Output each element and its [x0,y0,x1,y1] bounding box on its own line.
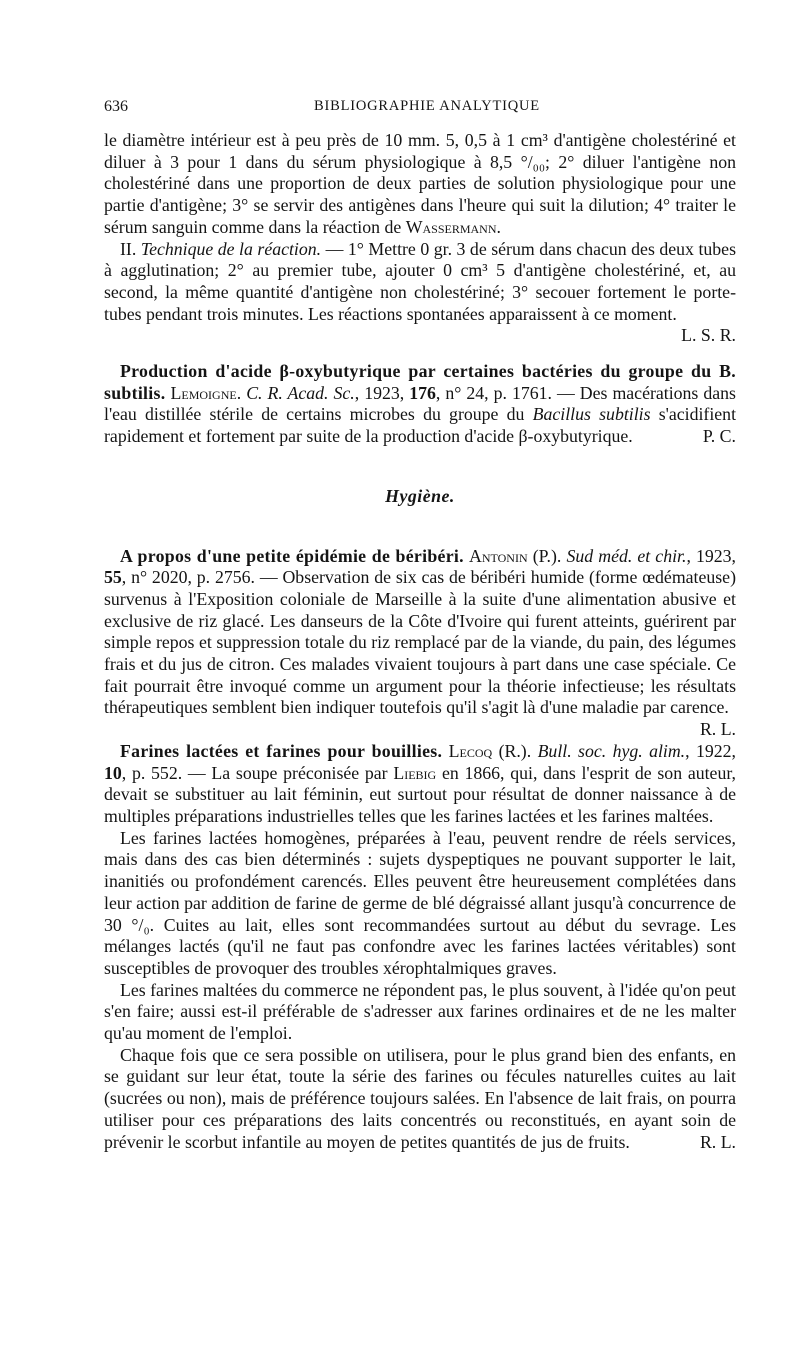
section-heading-hygiene: Hygiène. [385,485,455,506]
article-text: Observation de six cas de béribéri humide (forme œdémateuse) survenus à l'Exposition coloniale de Marseille à la suite d'une alimentation abusive et exclusive de riz glacé. Les danseurs de la Côte d'Ivoire qui furent atteints, guérirent par simple repos et suppression totale du riz remplacé par de la viande, du pain, des légumes frais et du jus de citron. Ces malades vivaient toujours à part dans une case spéciale. Ce fait pourrait être invoqué comme un argument pour la théorie infectieuse; les résultats thérapeutiques semblent bien indiquer toutefois qu'il s'agit là d'une maladie par carence. [104,567,736,718]
article-farines [104,741,736,828]
farines-paragraph-4 [104,1045,736,1154]
article-author: Lecoq [448,740,493,761]
article-title: Farines lactées et farines pour bouillies. [120,740,443,761]
technique-lead: II. [120,238,137,259]
genus-name: Bacillus subtilis [532,404,651,425]
farines-paragraph-3: Les farines maltées du commerce ne répondent pas, le plus souvent, à l'idée qu'on peut s'en faire; aussi est-il préférable de s'adresser aux farines ordinaires et de ne les malter qu'au moment de l'emploi. [104,979,736,1044]
article-text-end: s'acidifient rapidement et fortement par suite de la production d'acide β-oxybutyrique. [104,404,737,447]
page-header [104,98,736,122]
citation-volume: 10 [104,762,122,783]
article-title: Production d'acide β-oxybutyrique par certaines bactéries du groupe du B. subtilis. [104,361,736,403]
article-text: Des macérations dans l'eau distillée stérile de certains microbes du groupe du [104,382,736,425]
intro-end: . [496,216,501,237]
citation-pages: , n° 2020, p. 2756. — [121,567,278,588]
intro-text: le diamètre intérieur est à peu près de 10 mm. 5, 0,5 à 1 cm³ d'antigène cholestériné et diluer à 3 pour 1 dans du sérum physiologique à 8,5 °/₀₀; 2° diluer l'antigène non cholestériné dans une proportion de deux parties de solution physiologique pour une partie d'antigène; 3° se servir des antigènes dans l'heure qui suit la dilution; 4° traiter le sérum sanguin comme dans la réaction de [104,130,736,237]
article-author: Lemoigne. [170,382,242,403]
technique-paragraph [104,239,736,348]
citation-volume: 55 [104,567,122,588]
technique-text: — 1° Mettre 0 gr. 3 de sérum dans chacun des deux tubes à agglutination; 2° au premier tube, ajouter 0 cm³ 5 d'antigène cholestériné, et, au second, la même quantité d'antigène non cholestériné; 3° secouer fortement le porte-tubes pendant trois minutes. Les réactions spontanées apparaissent à ce moment. [104,238,736,324]
page-number: 636 [104,98,128,115]
citation-year: , 1923, [354,382,405,403]
article-oxybutyrique [104,361,736,448]
article-journal: Bull. soc. hyg. alim. [537,740,686,761]
citation-year: , 1922, [685,740,736,761]
citation-pages: , n° 24, p. 1761. — [435,382,575,403]
farines-paragraph-2: Les farines lactées homogènes, préparées à l'eau, peuvent rendre de réels services, mais dans des cas bien déterminés : sujets dyspeptiques ne pouvant supporter le lait, inanitiés ou profondément carencés. Elles peuvent être heureusement complétées dans leur action par addition de farine de germe de blé dégraissé allant jusqu'à concurrence de 30 °/₀. Cuites au lait, elles sont recommandées surtout au début du sevrage. Les mélanges lactés (qu'il ne faut pas confondre avec les farines lactées véritables) sont susceptibles de provoquer des troubles xérophtalmiques graves. [104,827,736,978]
technique-title: Technique de la réaction. [140,238,322,259]
author-initial: (R.). [498,740,532,761]
running-title: BIBLIOGRAPHIE ANALYTIQUE [314,98,540,114]
paragraph-text: Chaque fois que ce sera possible on utilisera, pour le plus grand bien des enfants, en se guidant sur leur état, toute la série des farines ou fécules naturelles cuites au lait (sucrées ou non), mais de préférence toujours salées. En l'absence de lait frais, on pourra utiliser pour ces préparations des laits concentrés ou reconstitués, en ayant soin de prévenir le scorbut infantile au moyen de petites quantités de jus de fruits. [104,1044,736,1152]
signature: P. C. [702,426,736,447]
article-title: A propos d'une petite épidémie de béribéri. [120,545,464,566]
citation-pages: , p. 552. — La soupe préconisée par [121,762,388,783]
article-journal: Sud méd. et chir. [566,545,687,566]
citation-year: , 1923, [686,545,736,566]
signature: R. L. [699,1131,736,1152]
signature: L. S. R. [681,325,736,346]
signature: R. L. [699,719,736,740]
page-body [104,130,736,1153]
wassermann-name: Wassermann [405,216,497,237]
citation-volume: 176 [409,382,436,403]
article-journal: C. R. Acad. Sc. [246,382,355,403]
article-author: Antonin [469,545,528,566]
article-text: en 1866, qui, dans l'esprit de son auteur, devait se substituer au lait féminin, eut surtout pour résultat de donner naissance à de multiples préparations industrielles telles que les farines lactées et les farines maltées. [104,762,736,826]
article-beriberi [104,546,736,741]
intro-paragraph [104,130,736,239]
liebig-name: Liebig [393,762,437,783]
author-initial: (P.). [532,545,562,566]
